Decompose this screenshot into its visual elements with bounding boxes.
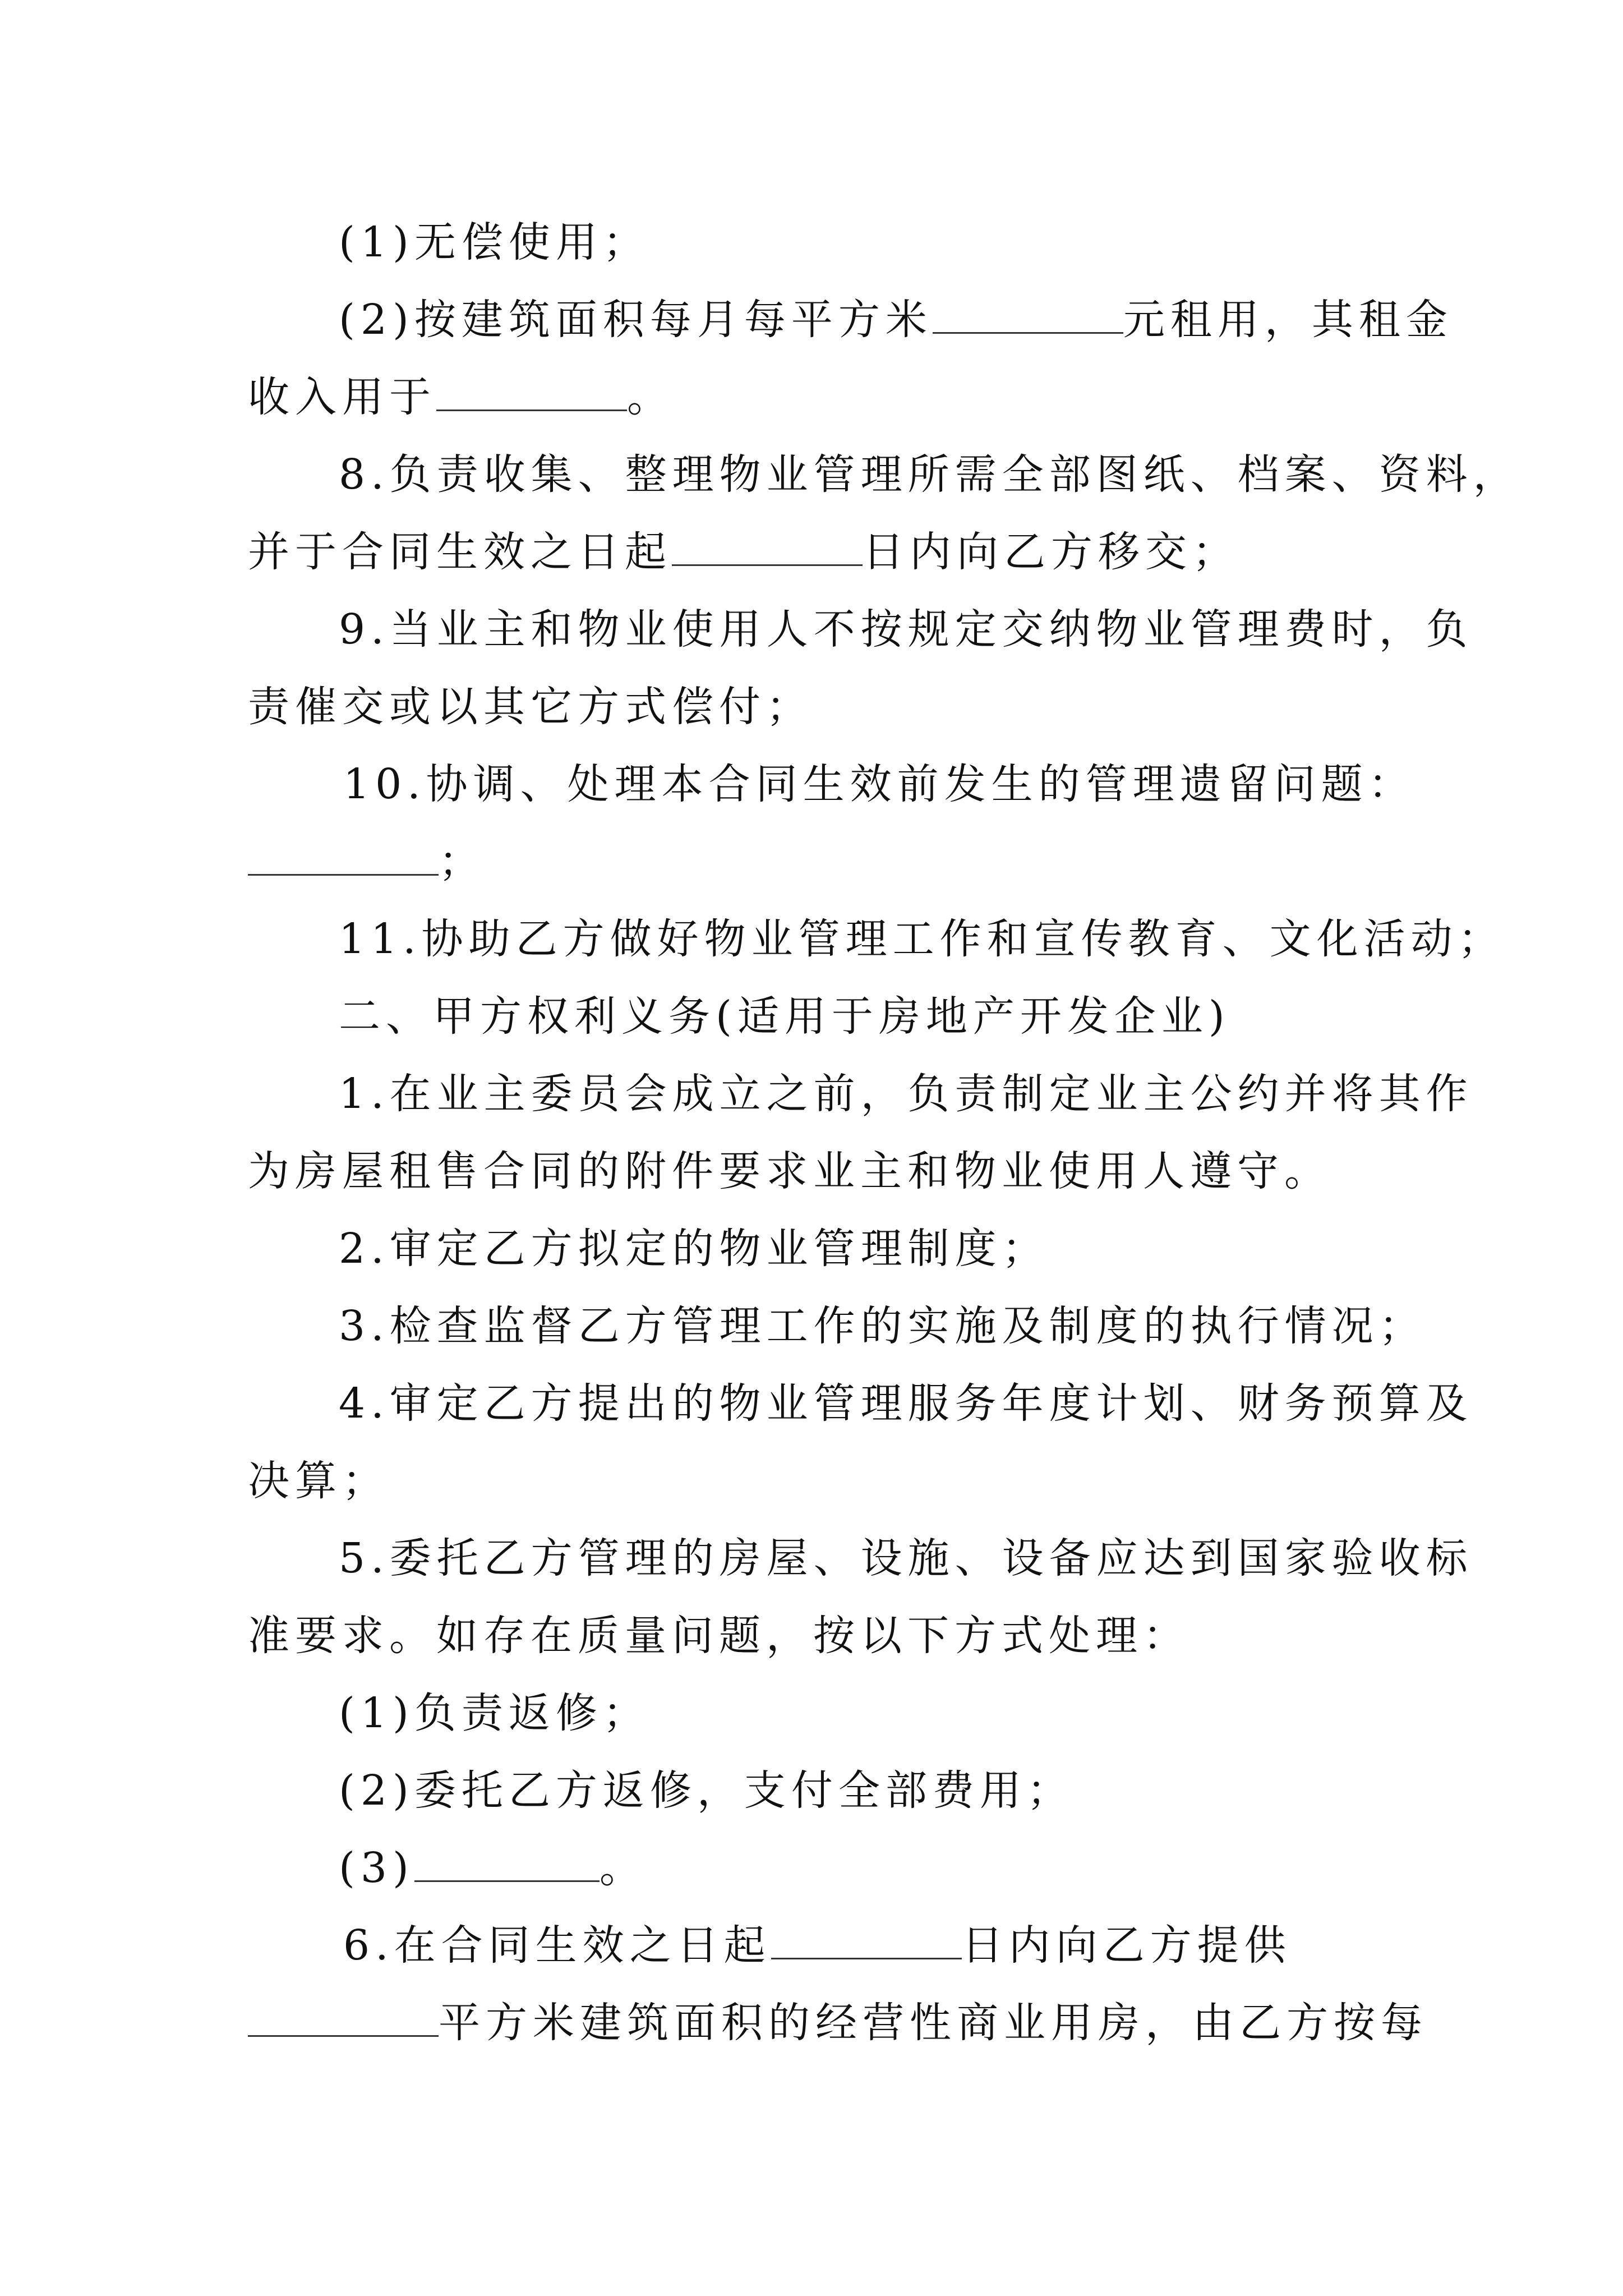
line-text: 日内向乙方移交；: [863, 528, 1239, 576]
line-text: 3.检查监督乙方管理工作的实施及制度的执行情况；: [339, 1302, 1426, 1350]
paragraph-line: [339, 1751, 1393, 1830]
paragraph-line: [248, 1596, 1392, 1675]
paragraph-line: [343, 1906, 1393, 1985]
fill-in-blank[interactable]: [436, 370, 627, 411]
line-text: 2.审定乙方拟定的物业管理制度；: [339, 1225, 1049, 1273]
paragraph-line: [248, 1442, 1392, 1520]
line-text: 11.协助乙方做好物业管理工作和宣传教育、文化活动；: [339, 915, 1505, 963]
line-text: (2)委托乙方返修，支付全部费用；: [339, 1766, 1074, 1815]
line-text: 责催交或以其它方式偿付；: [248, 683, 813, 731]
line-text: 6.在合同生效之日起: [343, 1921, 771, 1970]
line-text: 并于合同生效之日起: [248, 528, 672, 576]
paragraph-line: [339, 435, 1520, 514]
paragraph-line: [248, 668, 1392, 746]
paragraph-line: [248, 513, 1392, 591]
line-text: ；: [439, 838, 486, 886]
fill-in-blank[interactable]: [414, 1841, 600, 1882]
line-text: 二、甲方权利义务(适用于房地产开发企业): [339, 992, 1230, 1041]
paragraph-line: [248, 358, 1392, 436]
fill-in-blank[interactable]: [771, 1918, 962, 1959]
line-text: (2)按建筑面积每月每平方米: [339, 296, 933, 344]
fill-in-blank[interactable]: [933, 293, 1123, 334]
paragraph-line: [339, 1364, 1473, 1443]
line-text: (1)负责返修；: [339, 1689, 650, 1737]
paragraph-line: [339, 1674, 1393, 1752]
line-text: 决算；: [248, 1457, 389, 1505]
fill-in-blank[interactable]: [248, 835, 439, 876]
line-text: 5.委托乙方管理的房屋、设施、设备应达到国家验收标: [339, 1534, 1473, 1582]
paragraph-line: [339, 280, 1453, 359]
line-text: 元租用，其租金: [1123, 296, 1453, 344]
line-text: 平方米建筑面积的经营性商业用房，由乙方按每: [439, 1999, 1428, 2047]
paragraph-line: [339, 203, 1393, 282]
line-text: 为房屋租售合同的附件要求业主和物业使用人遵守。: [248, 1147, 1331, 1195]
paragraph-line: [339, 1519, 1473, 1598]
line-text: 4.审定乙方提出的物业管理服务年度计划、财务预算及: [339, 1379, 1473, 1428]
paragraph-line: [339, 1055, 1473, 1133]
line-text: 1.在业主委员会成立之前，负责制定业主公约并将其作: [339, 1070, 1473, 1118]
paragraph-line: [339, 1287, 1426, 1365]
line-text: 10.协调、处理本合同生效前发生的管理遗留问题：: [343, 760, 1415, 808]
line-text: (1)无偿使用；: [339, 218, 650, 266]
paragraph-line: [339, 1209, 1393, 1288]
paragraph-line: [343, 745, 1415, 823]
line-text: 8.负责收集、整理物业管理所需全部图纸、档案、资料，: [339, 450, 1520, 499]
section-heading: [339, 977, 1393, 1056]
fill-in-blank[interactable]: [672, 525, 863, 566]
paragraph-line: [248, 1132, 1392, 1211]
line-text: 。: [599, 1844, 647, 1892]
line-text: 准要求。如存在质量问题，按以下方式处理：: [248, 1612, 1190, 1660]
line-text: 。: [627, 373, 674, 421]
paragraph-line: [339, 590, 1473, 669]
line-text: 收入用于: [248, 373, 436, 421]
line-text: 9.当业主和物业使用人不按规定交纳物业管理费时，负: [339, 605, 1473, 654]
fill-in-blank[interactable]: [248, 1996, 439, 2037]
line-text: 日内向乙方提供: [961, 1921, 1292, 1970]
paragraph-line: [248, 822, 1392, 901]
paragraph-line: [339, 1829, 1393, 1907]
line-text: (3): [339, 1844, 414, 1892]
paragraph-line: [339, 900, 1505, 978]
paragraph-line: [248, 1984, 1428, 2062]
